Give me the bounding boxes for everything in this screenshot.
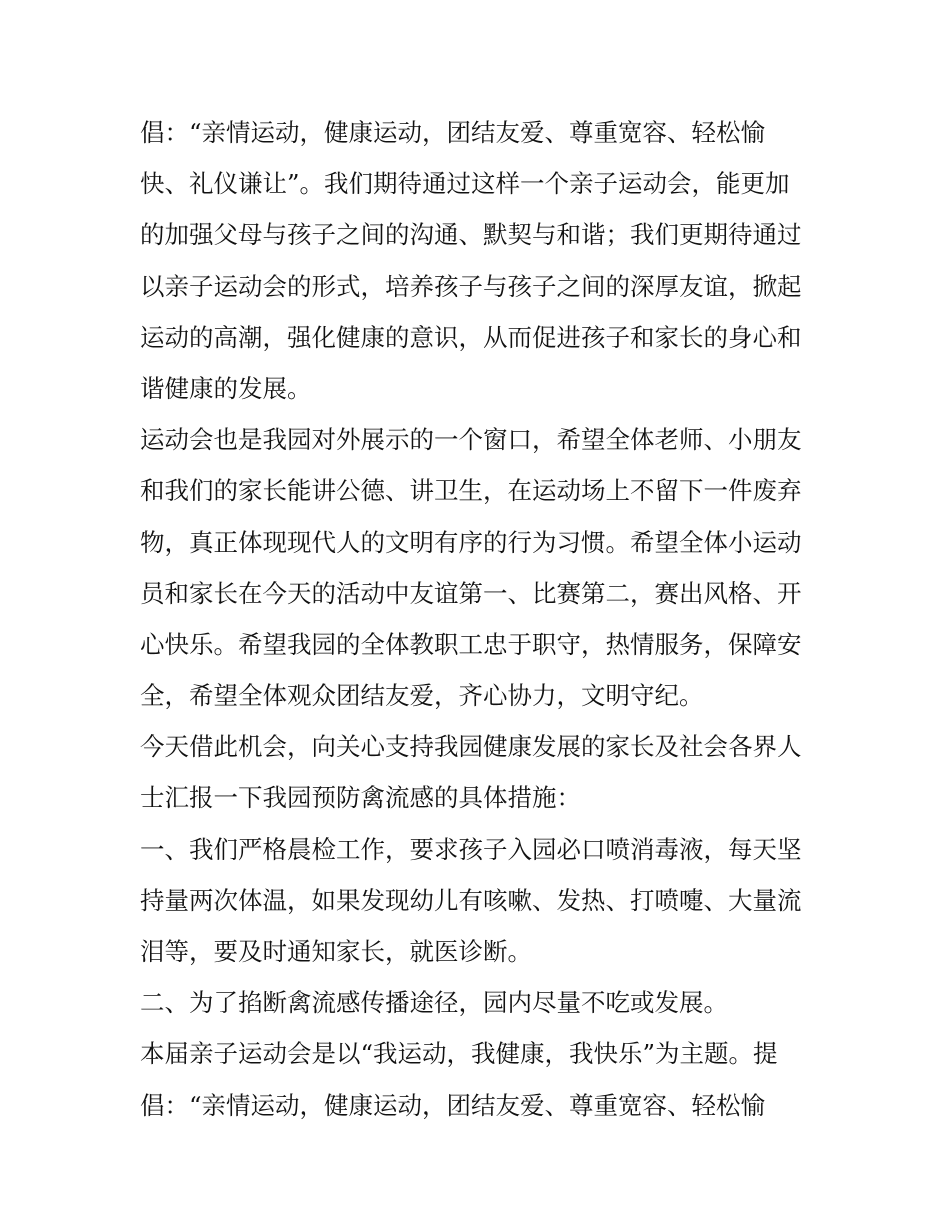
text-line: 心快乐。希望我园的全体教职工忠于职守，热情服务，保障安	[140, 629, 802, 659]
text-line: 谐健康的发展。	[140, 373, 312, 403]
text-line: 持量两次体温，如果发现幼儿有咳嗽、发热、打喷嚏、大量流	[140, 885, 802, 915]
text-line: 士汇报一下我园预防禽流感的具体措施：	[140, 783, 581, 813]
text-line: 和我们的家长能讲公德、讲卫生，在运动场上不留下一件废弃	[140, 476, 802, 506]
text-line: 泪等，要及时通知家长，就医诊断。	[140, 937, 532, 966]
document-body	[140, 107, 820, 1131]
text-line: 今天借此机会，向关心支持我园健康发展的家长及社会各界人	[140, 732, 802, 762]
text-line: 物，真正体现现代人的文明有序的行为习惯。希望全体小运动	[140, 527, 802, 557]
text-line: 员和家长在今天的活动中友谊第一、比赛第二，赛出风格、开	[140, 578, 802, 608]
text-line: 二、为了掐断禽流感传播途径，园内尽量不吃或发展。	[140, 988, 728, 1018]
text-line: 全，希望全体观众团结友爱，齐心协力，文明守纪。	[140, 681, 704, 711]
text-line: 运动会也是我园对外展示的一个窗口，希望全体老师、小朋友	[140, 425, 802, 455]
text-line: 一、我们严格晨检工作，要求孩子入园必口喷消毒液，每天坚	[140, 834, 802, 864]
text-line: 的加强父母与孩子之间的沟通、默契与和谐；我们更期待通过	[140, 220, 802, 250]
text-line: 运动的高潮，强化健康的意识，从而促进孩子和家长的身心和	[140, 322, 802, 352]
text-line: 快、礼仪谦让”。我们期待通过这样一个亲子运动会，能更加	[140, 169, 790, 199]
text-line: 倡：“亲情运动，健康运动，团结友爱、尊重宽容、轻松愉	[140, 118, 766, 147]
text-line: 倡：“亲情运动，健康运动，团结友爱、尊重宽容、轻松愉	[140, 1090, 766, 1120]
text-line: 以亲子运动会的形式，培养孩子与孩子之间的深厚友谊，掀起	[140, 271, 802, 301]
text-line: 本届亲子运动会是以“我运动，我健康，我快乐”为主题。提	[140, 1039, 778, 1069]
